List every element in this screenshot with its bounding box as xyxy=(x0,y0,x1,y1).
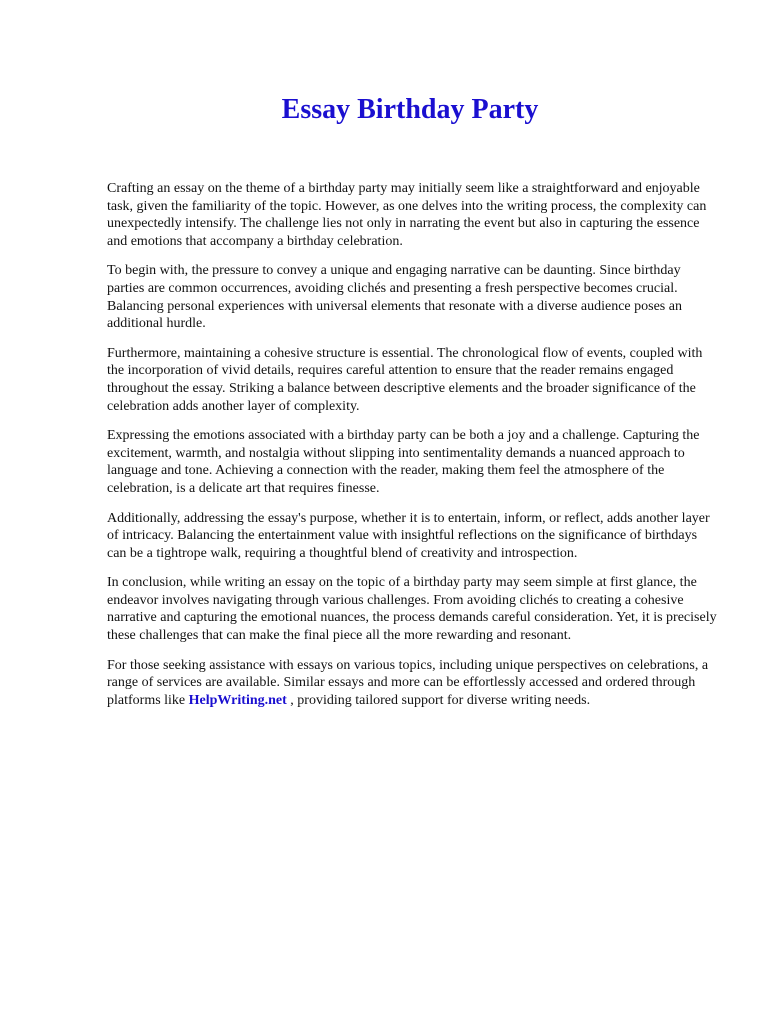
paragraph-1: Crafting an essay on the theme of a birthday party may initially seem like a straightforward and enjoyable task, given the familiarity of the topic. However, as one delves into the writing process, the complexity can unexpectedly intensify. The challenge lies not only in narrating the event but also in capturing the essence and emotions that accompany a birthday celebration. xyxy=(107,181,707,249)
closing-text-after-link: , providing tailored support for diverse writing needs. xyxy=(286,692,591,708)
paragraph-3: Furthermore, maintaining a cohesive structure is essential. The chronological flow of events, coupled with the incorporation of vivid details, requires careful attention to ensure that the reader remains engaged throughout the essay. Striking a balance between descriptive elements and the broader significance of the celebration adds another layer of complexity. xyxy=(107,345,703,414)
closing-text-before-link: For those seeking assistance with essays on various topics, including unique perspectives on celebrations, a range of services are available. Similar essays and more can be effortlessly accessed and ordered through platforms like xyxy=(107,657,709,708)
paragraph-6: In conclusion, while writing an essay on the topic of a birthday party may seem simple at first glance, the endeavor involves navigating through various challenges. From avoiding clichés to creating a cohesive narrative and capturing the emotional nuances, the process demands careful consideration. Yet, it is precisely these challenges that can make the final piece all the more rewarding and resonant. xyxy=(107,575,717,644)
closing-paragraph xyxy=(107,657,719,710)
paragraph-4: Expressing the emotions associated with a birthday party can be both a joy and a challenge. Capturing the excitement, warmth, and nostalgia without slipping into sentimentality demands a nuanced approach to language and tone. Achieving a connection with the reader, making them feel the atmosphere of the celebration, is a delicate art that requires finesse. xyxy=(107,428,700,496)
page-title: Essay Birthday Party xyxy=(281,94,539,125)
helpwriting-link[interactable]: HelpWriting.net xyxy=(188,692,287,708)
paragraph-2: To begin with, the pressure to convey a unique and engaging narrative can be daunting. Since birthday parties are common occurrences, avoiding clichés and presenting a fresh perspective becomes crucial. Balancing personal experiences with universal elements that resonate with a diverse audience poses an additional hurdle. xyxy=(107,263,682,332)
paragraph-5: Additionally, addressing the essay's purpose, whether it is to entertain, inform, or reflect, adds another layer of intricacy. Balancing the entertainment value with insightful reflections on the significance of birthdays can be a tightrope walk, requiring a thoughtful blend of creativity and introspection. xyxy=(107,510,710,561)
essay-body xyxy=(107,180,719,721)
